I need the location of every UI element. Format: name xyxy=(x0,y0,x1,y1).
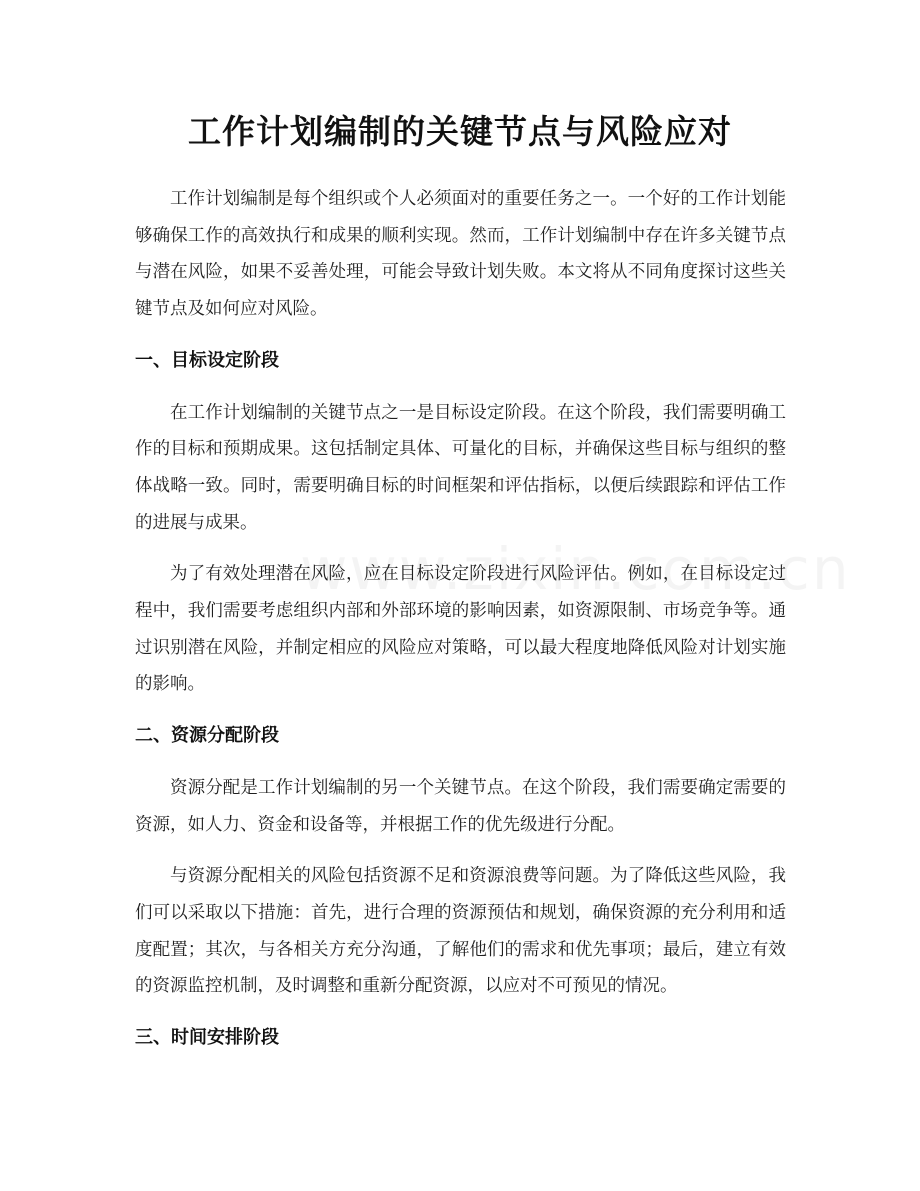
section-heading-goal-setting: 一、目标设定阶段 xyxy=(135,349,279,371)
document-title: 工作计划编制的关键节点与风险应对 xyxy=(188,112,732,151)
section-1-paragraph-2: 为了有效处理潜在风险，应在目标设定阶段进行风险评估。例如，在目标设定过程中，我们需要考虑组织内部和外部环境的影响因素，如资源限制、市场竞争等。通过识别潜在风险，并制定相应的风险应对策略，可以最大程度地降低风险对计划实施的影响。 xyxy=(135,564,786,695)
section-2-paragraph-2: 与资源分配相关的风险包括资源不足和资源浪费等问题。为了降低这些风险，我们可以采取以下措施：首先，进行合理的资源预估和规划，确保资源的充分利用和适度配置；其次，与各相关方充分沟通，了解他们的需求和优先事项；最后，建立有效的资源监控机制，及时调整和重新分配资源，以应对不可预见的情况。 xyxy=(135,866,786,997)
section-2-paragraph-1: 资源分配是工作计划编制的另一个关键节点。在这个阶段，我们需要确定需要的资源，如人力、资金和设备等，并根据工作的优先级进行分配。 xyxy=(135,777,786,835)
section-heading-resource-allocation: 二、资源分配阶段 xyxy=(135,725,279,747)
section-heading-time-scheduling: 三、时间安排阶段 xyxy=(135,1027,279,1049)
section-1-paragraph-1: 在工作计划编制的关键节点之一是目标设定阶段。在这个阶段，我们需要明确工作的目标和预期成果。这包括制定具体、可量化的目标，并确保这些目标与组织的整体战略一致。同时，需要明确目标的时间框架和评估指标，以便后续跟踪和评估工作的进展与成果。 xyxy=(135,402,786,533)
intro-paragraph: 工作计划编制是每个组织或个人必须面对的重要任务之一。一个好的工作计划能够确保工作的高效执行和成果的顺利实现。然而，工作计划编制中存在许多关键节点与潜在风险，如果不妥善处理，可能会导致计划失败。本文将从不同角度探讨这些关键节点及如何应对风险。 xyxy=(135,189,786,320)
document-body xyxy=(135,181,786,1057)
